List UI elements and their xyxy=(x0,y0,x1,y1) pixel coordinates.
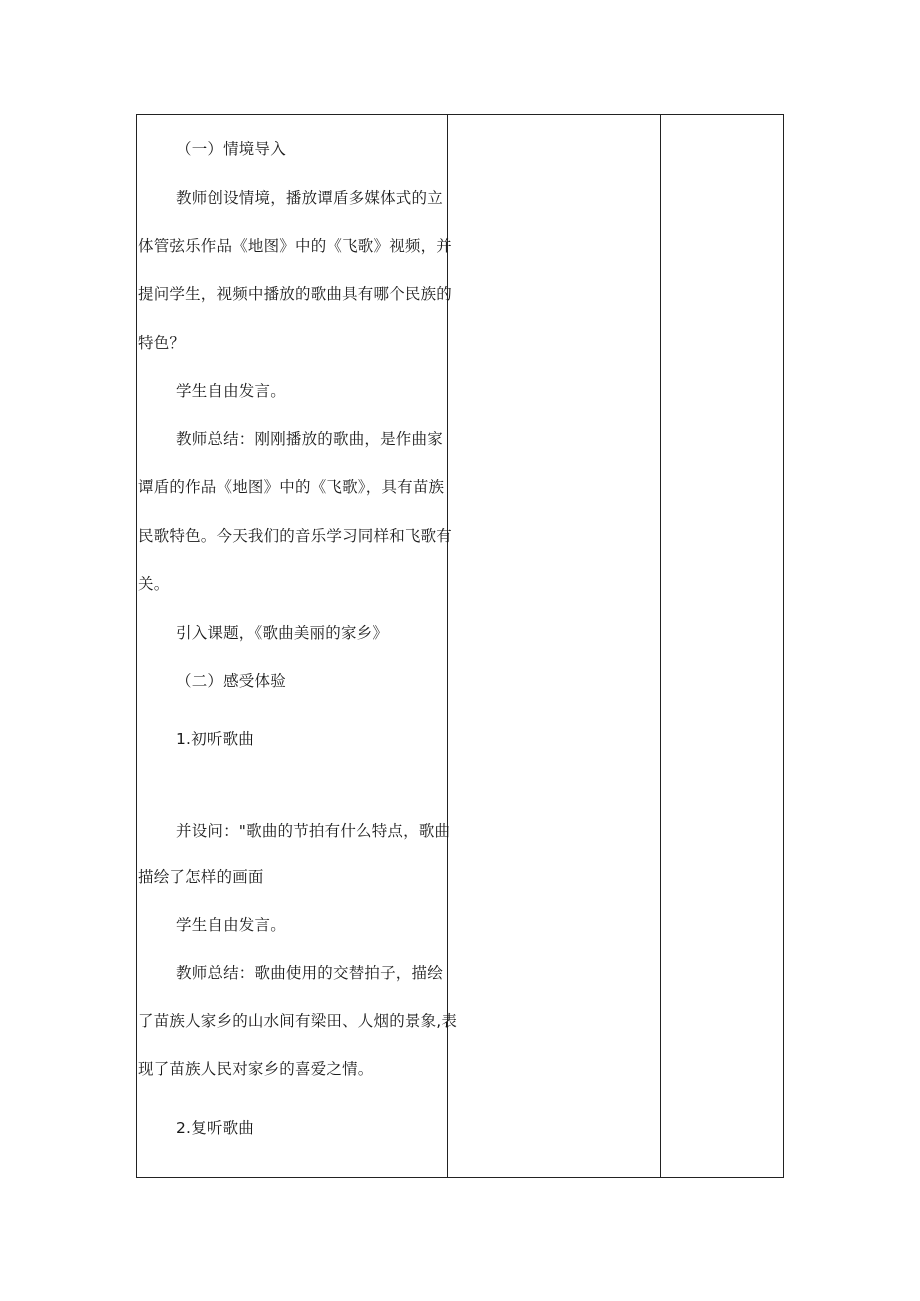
section-heading-experience: （二）感受体验 xyxy=(176,672,286,690)
paragraph-line: 描绘了怎样的画面 xyxy=(138,868,264,886)
student-activity-column xyxy=(448,115,661,1177)
paragraph-line: 提问学生，视频中播放的歌曲具有哪个民族的 xyxy=(138,285,453,303)
lesson-table xyxy=(136,114,784,1178)
paragraph-line: 现了苗族人民对家乡的喜爱之情。 xyxy=(138,1060,374,1078)
paragraph-line: 学生自由发言。 xyxy=(176,916,286,934)
teaching-process-column xyxy=(137,115,458,1177)
paragraph-line: 民歌特色。今天我们的音乐学习同样和飞歌有 xyxy=(138,527,453,545)
step-heading: 1.初听歌曲 xyxy=(176,730,254,748)
paragraph-line: 关。 xyxy=(138,575,170,593)
paragraph-line: 了苗族人家乡的山水间有梁田、人烟的景象,表 xyxy=(138,1012,458,1030)
paragraph-line: 特色？ xyxy=(138,334,186,352)
section-heading-scenario: （一）情境导入 xyxy=(176,140,286,158)
paragraph-line: 教师总结：歌曲使用的交替拍子，描绘 xyxy=(176,964,443,982)
paragraph-line: 教师创设情境，播放谭盾多媒体式的立 xyxy=(176,189,443,207)
design-intent-column xyxy=(661,115,783,1177)
step-heading: 2.复听歌曲 xyxy=(176,1119,254,1137)
paragraph-line: 体管弦乐作品《地图》中的《飞歌》视频，并 xyxy=(138,237,453,255)
paragraph-line: 学生自由发言。 xyxy=(176,382,286,400)
paragraph-line: 教师总结：刚刚播放的歌曲，是作曲家 xyxy=(176,430,443,448)
paragraph-line: 并设问："歌曲的节拍有什么特点，歌曲 xyxy=(176,822,451,840)
paragraph-line: 谭盾的作品《地图》中的《飞歌》，具有苗族 xyxy=(138,478,445,496)
paragraph-line: 引入课题，《歌曲美丽的家乡》 xyxy=(176,624,389,642)
